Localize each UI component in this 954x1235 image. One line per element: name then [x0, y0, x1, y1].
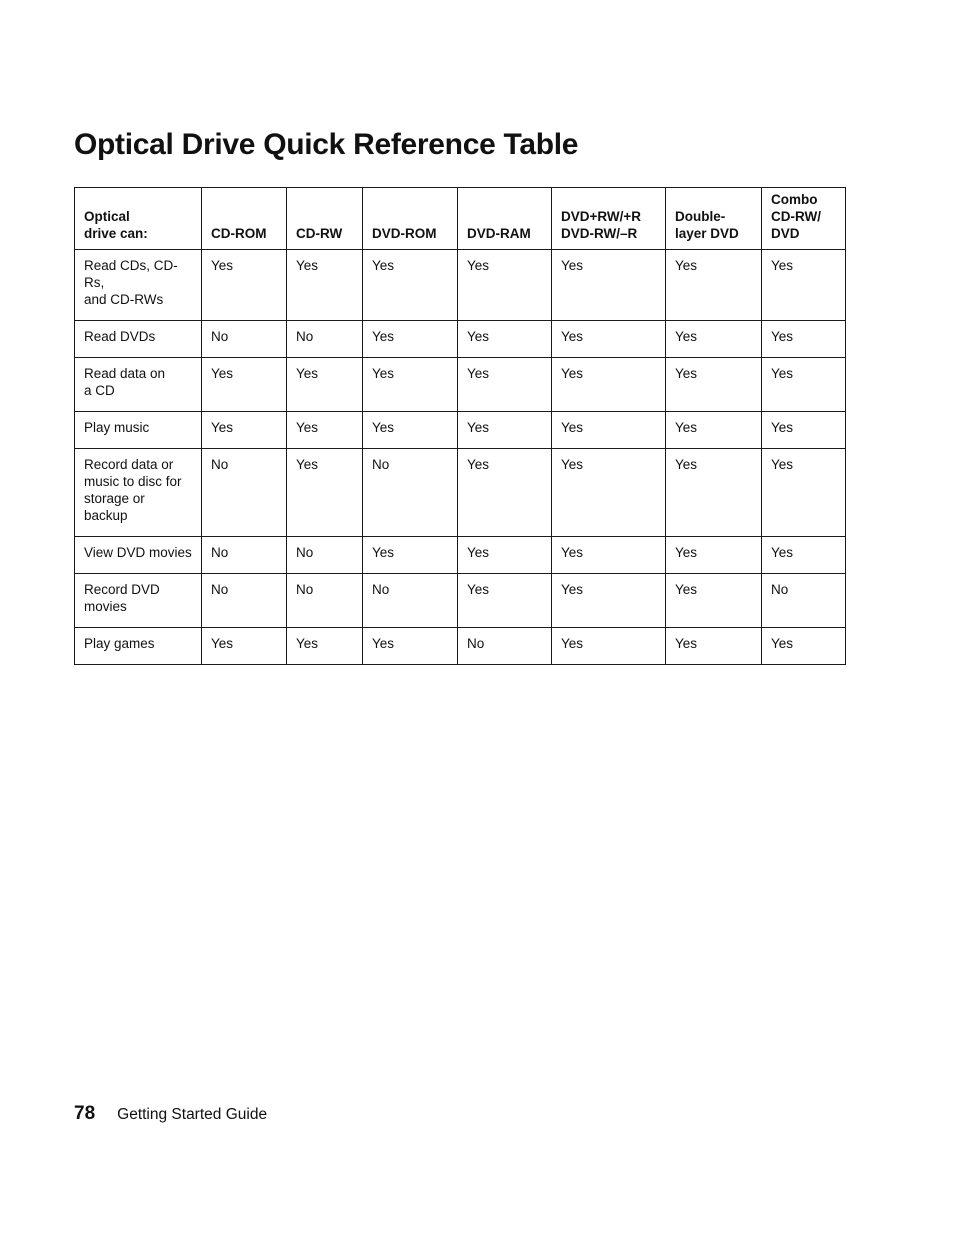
column-header: Combo CD-RW/ DVD [762, 188, 846, 250]
feature-cell: Read data on a CD [75, 358, 202, 412]
table-cell: Yes [552, 537, 666, 574]
table-cell: No [287, 537, 363, 574]
guide-title: Getting Started Guide [117, 1106, 268, 1123]
table-cell: Yes [287, 250, 363, 321]
page-title: Optical Drive Quick Reference Table [74, 128, 579, 161]
table-cell: Yes [287, 358, 363, 412]
column-header: DVD-RAM [458, 188, 552, 250]
table-cell: Yes [762, 537, 846, 574]
table-cell: Yes [458, 321, 552, 358]
table-cell: Yes [552, 628, 666, 665]
table-cell: Yes [458, 412, 552, 449]
feature-cell: Play games [75, 628, 202, 665]
table-cell: Yes [552, 449, 666, 537]
table-cell: Yes [762, 321, 846, 358]
table-cell: Yes [458, 449, 552, 537]
table-cell: No [363, 574, 458, 628]
table-cell: Yes [202, 358, 287, 412]
table-cell: No [202, 449, 287, 537]
table-cell: Yes [363, 321, 458, 358]
table-cell: Yes [762, 628, 846, 665]
table-cell: Yes [666, 537, 762, 574]
table-cell: No [202, 574, 287, 628]
table-cell: Yes [363, 250, 458, 321]
table-cell: Yes [363, 537, 458, 574]
table-cell: Yes [762, 358, 846, 412]
table-cell: Yes [552, 321, 666, 358]
table-cell: Yes [552, 358, 666, 412]
table-cell: Yes [666, 628, 762, 665]
table-cell: Yes [458, 537, 552, 574]
table-cell: Yes [363, 628, 458, 665]
feature-cell: Record DVD movies [75, 574, 202, 628]
table-cell: Yes [458, 358, 552, 412]
table-row [75, 321, 846, 358]
table-row [75, 537, 846, 574]
table-row [75, 628, 846, 665]
table-cell: Yes [666, 574, 762, 628]
table-cell: No [762, 574, 846, 628]
table-cell: Yes [666, 250, 762, 321]
optical-drive-reference-table [74, 187, 846, 665]
table-row [75, 358, 846, 412]
table-cell: Yes [552, 250, 666, 321]
table-cell: No [458, 628, 552, 665]
table-cell: Yes [762, 250, 846, 321]
table-cell: Yes [552, 574, 666, 628]
table-cell: Yes [202, 412, 287, 449]
table-cell: Yes [202, 250, 287, 321]
page-footer [74, 1103, 267, 1125]
table-cell: Yes [762, 449, 846, 537]
column-header: Double- layer DVD [666, 188, 762, 250]
table-cell: Yes [287, 412, 363, 449]
table-cell: Yes [458, 574, 552, 628]
column-header: DVD+RW/+R DVD-RW/–R [552, 188, 666, 250]
table-cell: Yes [202, 628, 287, 665]
feature-cell: Record data or music to disc for storage or backup [75, 449, 202, 537]
column-header: CD-RW [287, 188, 363, 250]
table-header-row [75, 188, 846, 250]
column-header: DVD-ROM [363, 188, 458, 250]
column-header: Optical drive can: [75, 188, 202, 250]
table-cell: Yes [363, 412, 458, 449]
table-cell: Yes [287, 628, 363, 665]
table-cell: Yes [666, 321, 762, 358]
column-header: CD-ROM [202, 188, 287, 250]
table-cell: Yes [666, 449, 762, 537]
feature-cell: Read DVDs [75, 321, 202, 358]
table-cell: No [363, 449, 458, 537]
table-cell: Yes [363, 358, 458, 412]
table-cell: No [202, 537, 287, 574]
table-row [75, 449, 846, 537]
table-cell: No [287, 321, 363, 358]
table-cell: No [287, 574, 363, 628]
table-cell: No [202, 321, 287, 358]
feature-cell: Read CDs, CD-Rs, and CD-RWs [75, 250, 202, 321]
table-cell: Yes [666, 358, 762, 412]
table-cell: Yes [287, 449, 363, 537]
feature-cell: View DVD movies [75, 537, 202, 574]
table-row [75, 250, 846, 321]
table-row [75, 412, 846, 449]
table-cell: Yes [666, 412, 762, 449]
table-row [75, 574, 846, 628]
feature-cell: Play music [75, 412, 202, 449]
page-number: 78 [74, 1103, 96, 1124]
table-cell: Yes [762, 412, 846, 449]
table-cell: Yes [458, 250, 552, 321]
table-cell: Yes [552, 412, 666, 449]
